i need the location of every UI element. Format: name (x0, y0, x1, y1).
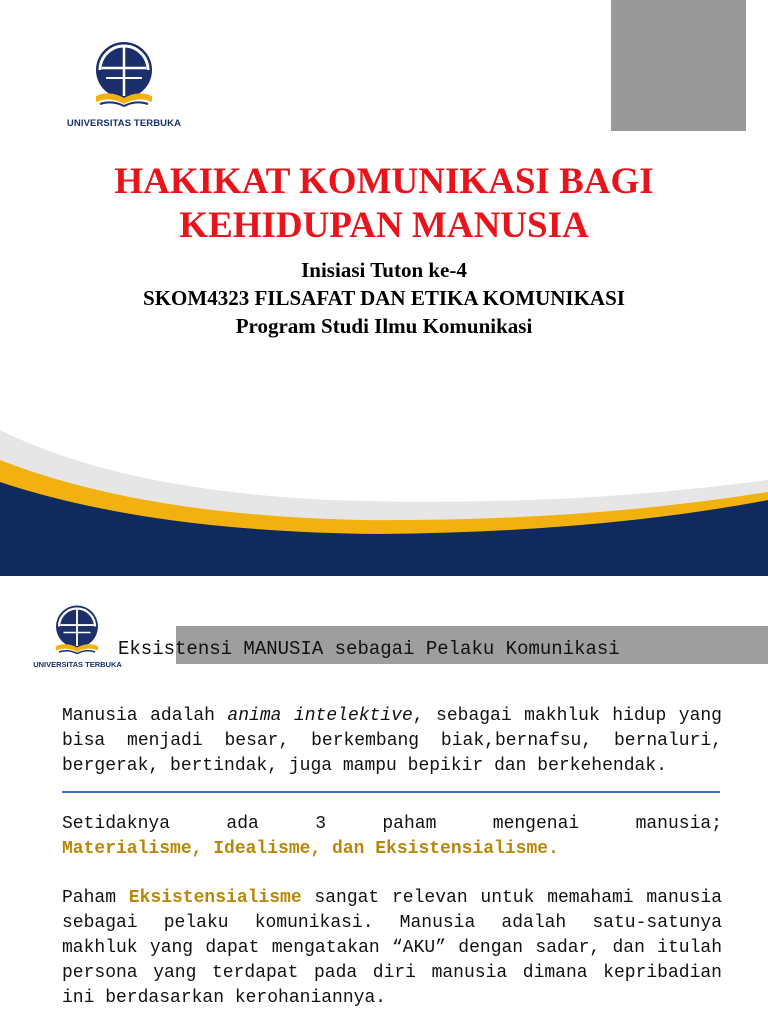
paragraph-text: Manusia adalah (62, 706, 228, 726)
logo-text: UNIVERSITAS TERBUKA (33, 660, 122, 669)
title-line: HAKIKAT KOMUNIKASI BAGI (114, 161, 654, 202)
university-logo (30, 604, 125, 674)
underline-annotation (62, 791, 720, 793)
title-line: KEHIDUPAN MANUSIA (179, 205, 589, 246)
paragraph-paham (62, 812, 722, 862)
university-emblem-icon (53, 604, 101, 661)
decorative-wave (0, 420, 768, 576)
paragraph-eksistensialisme (62, 886, 722, 1011)
content-slide (0, 576, 768, 1024)
university-logo (62, 40, 186, 132)
slide-title (0, 160, 768, 248)
university-emblem-icon (92, 40, 156, 116)
paragraph-text: , sebagai makhluk hidup yang bisa menjadi besar, berkembang biak,bernafsu, bernaluri, bergerak, bertindak, juga mampu bepikir dan berkehendak. (62, 706, 722, 776)
paragraph-text: Paham (62, 888, 129, 908)
italic-term: anima intelektive (227, 706, 413, 726)
subtitle-line: Inisiasi Tuton ke-4 (301, 258, 467, 282)
highlight-text: Eksistensialisme (128, 888, 302, 908)
logo-text: UNIVERSITAS TERBUKA (66, 118, 182, 129)
slide-heading: Eksistensi MANUSIA sebagai Pelaku Komunikasi (118, 638, 620, 660)
paragraph-text: Setidaknya ada 3 paham mengenai manusia; (62, 814, 722, 834)
corner-gray-block (611, 0, 746, 131)
subtitle-line: SKOM4323 FILSAFAT DAN ETIKA KOMUNIKASI (143, 286, 625, 310)
highlight-text: Materialisme, Idealisme, dan Eksistensialisme. (62, 839, 559, 859)
slide-subtitle (0, 256, 768, 340)
subtitle-line: Program Studi Ilmu Komunikasi (235, 314, 533, 338)
paragraph-definition (62, 704, 722, 779)
paragraph-text: sangat relevan untuk memahami manusia sebagai pelaku komunikasi. Manusia adalah satu-satunya makhluk yang dapat mengatakan “AKU” dengan sadar, dan itulah persona yang terdapat pada diri manusia dimana kepribadian ini berdasarkan kerohaniannya. (62, 888, 723, 1008)
